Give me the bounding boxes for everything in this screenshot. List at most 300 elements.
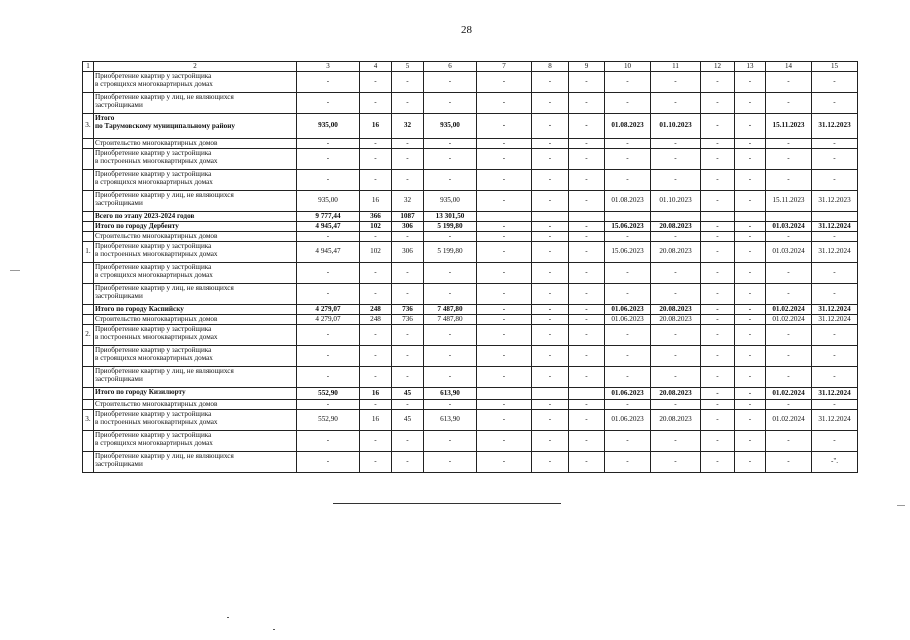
- value-cell-col-3: -: [297, 399, 360, 409]
- value-cell-col-14: -: [766, 262, 812, 283]
- value-cell-col-15: -".: [812, 451, 858, 472]
- row-name-line: Приобретение квартир у застройщика: [95, 169, 212, 178]
- table-row: [83, 138, 858, 148]
- row-number-cell: [83, 314, 94, 324]
- row-name-cell: [94, 221, 297, 231]
- value-cell-col-10: [605, 211, 651, 221]
- row-name-line: Приобретение квартир у застройщика: [95, 345, 212, 354]
- table-row: [83, 71, 858, 92]
- column-number-6: 6: [424, 62, 477, 72]
- row-name-cell: [94, 190, 297, 211]
- value-cell-col-13: -: [735, 231, 766, 241]
- value-cell-col-8: -: [532, 262, 569, 283]
- value-cell-col-14: -: [766, 399, 812, 409]
- scan-speck: [897, 505, 905, 506]
- value-cell-col-9: -: [569, 221, 605, 231]
- value-cell-col-9: -: [569, 366, 605, 387]
- value-cell-col-12: -: [701, 283, 735, 304]
- value-cell-col-15: -: [812, 138, 858, 148]
- row-name-cell: [94, 387, 297, 399]
- row-number-cell: [83, 221, 94, 231]
- row-name-cell: [94, 314, 297, 324]
- table-row: [83, 92, 858, 113]
- value-cell-col-14: -: [766, 283, 812, 304]
- row-name-line: застройщиками: [95, 375, 143, 384]
- value-cell-col-11: 01.10.2023: [651, 190, 701, 211]
- row-name-cell: [94, 399, 297, 409]
- row-name-cell: [94, 366, 297, 387]
- value-cell-col-11: 20.08.2023: [651, 387, 701, 399]
- value-cell-col-15: -: [812, 71, 858, 92]
- value-cell-col-8: -: [532, 148, 569, 169]
- value-cell-col-12: -: [701, 262, 735, 283]
- column-number-15: 15: [812, 62, 858, 72]
- value-cell-col-14: -: [766, 451, 812, 472]
- column-number-14: 14: [766, 62, 812, 72]
- value-cell-col-12: -: [701, 221, 735, 231]
- row-name-line: в строящихся многоквартирных домах: [95, 354, 213, 363]
- value-cell-col-10: 01.08.2023: [605, 190, 651, 211]
- value-cell-col-11: 20.08.2023: [651, 221, 701, 231]
- value-cell-col-7: -: [477, 113, 532, 138]
- value-cell-col-6: -: [424, 345, 477, 366]
- value-cell-col-15: -: [812, 430, 858, 451]
- value-cell-col-12: -: [701, 113, 735, 138]
- value-cell-col-3: -: [297, 324, 360, 345]
- table-row: [83, 241, 858, 262]
- row-name-cell: [94, 324, 297, 345]
- value-cell-col-10: -: [605, 451, 651, 472]
- value-cell-col-6: -: [424, 262, 477, 283]
- value-cell-col-14: 01.03.2024: [766, 241, 812, 262]
- value-cell-col-6: -: [424, 71, 477, 92]
- value-cell-col-8: -: [532, 451, 569, 472]
- value-cell-col-12: -: [701, 304, 735, 314]
- value-cell-col-8: -: [532, 430, 569, 451]
- value-cell-col-4: -: [360, 138, 392, 148]
- row-name-line: в построенных многоквартирных домах: [95, 418, 218, 427]
- value-cell-col-6: -: [424, 451, 477, 472]
- value-cell-col-12: -: [701, 387, 735, 399]
- value-cell-col-9: -: [569, 148, 605, 169]
- value-cell-col-10: -: [605, 262, 651, 283]
- value-cell-col-9: -: [569, 409, 605, 430]
- value-cell-col-12: -: [701, 314, 735, 324]
- value-cell-col-8: -: [532, 92, 569, 113]
- value-cell-col-15: -: [812, 262, 858, 283]
- value-cell-col-4: -: [360, 92, 392, 113]
- value-cell-col-13: [735, 211, 766, 221]
- value-cell-col-4: -: [360, 169, 392, 190]
- value-cell-col-8: -: [532, 71, 569, 92]
- value-cell-col-14: 15.11.2023: [766, 113, 812, 138]
- value-cell-col-4: 248: [360, 314, 392, 324]
- value-cell-col-10: 15.06.2023: [605, 221, 651, 231]
- value-cell-col-11: 20.08.2023: [651, 409, 701, 430]
- value-cell-col-8: -: [532, 221, 569, 231]
- value-cell-col-10: 01.06.2023: [605, 314, 651, 324]
- value-cell-col-14: 01.02.2024: [766, 304, 812, 314]
- value-cell-col-5: 45: [392, 387, 424, 399]
- column-number-5: 5: [392, 62, 424, 72]
- value-cell-col-15: -: [812, 345, 858, 366]
- value-cell-col-8: -: [532, 366, 569, 387]
- row-number-cell: [83, 345, 94, 366]
- value-cell-col-3: 935,00: [297, 190, 360, 211]
- value-cell-col-12: -: [701, 241, 735, 262]
- table-row: [83, 231, 858, 241]
- value-cell-col-4: 16: [360, 409, 392, 430]
- value-cell-col-14: 01.02.2024: [766, 314, 812, 324]
- row-name-cell: [94, 113, 297, 138]
- row-name-line: в строящихся многоквартирных домах: [95, 439, 213, 448]
- value-cell-col-14: -: [766, 324, 812, 345]
- row-name-line: Строительство многоквартирных домов: [95, 314, 218, 323]
- value-cell-col-10: -: [605, 366, 651, 387]
- value-cell-col-13: -: [735, 148, 766, 169]
- row-name-line: Приобретение квартир у лиц, не являющихся: [95, 366, 234, 375]
- value-cell-col-11: 20.08.2023: [651, 304, 701, 314]
- value-cell-col-13: -: [735, 366, 766, 387]
- value-cell-col-3: 935,00: [297, 113, 360, 138]
- value-cell-col-13: -: [735, 169, 766, 190]
- row-name-cell: [94, 138, 297, 148]
- table-row: [83, 190, 858, 211]
- value-cell-col-10: 01.06.2023: [605, 409, 651, 430]
- value-cell-col-11: -: [651, 138, 701, 148]
- value-cell-col-13: -: [735, 221, 766, 231]
- row-name-line: Приобретение квартир у лиц, не являющихся: [95, 92, 234, 101]
- value-cell-col-6: -: [424, 231, 477, 241]
- value-cell-col-3: -: [297, 231, 360, 241]
- row-name-line: Строительство многоквартирных домов: [95, 138, 218, 147]
- row-name-line: Итого по городу Каспийску: [95, 304, 184, 313]
- value-cell-col-6: -: [424, 366, 477, 387]
- value-cell-col-9: -: [569, 138, 605, 148]
- row-number-cell: [83, 211, 94, 221]
- table-row: [83, 430, 858, 451]
- table-row: [83, 345, 858, 366]
- row-number-cell: [83, 304, 94, 314]
- value-cell-col-5: -: [392, 283, 424, 304]
- row-number-cell: [83, 366, 94, 387]
- value-cell-col-3: 4 279,07: [297, 314, 360, 324]
- row-name-cell: [94, 283, 297, 304]
- value-cell-col-8: -: [532, 190, 569, 211]
- value-cell-col-7: -: [477, 324, 532, 345]
- value-cell-col-5: -: [392, 399, 424, 409]
- value-cell-col-6: 7 487,80: [424, 304, 477, 314]
- value-cell-col-3: 4 945,47: [297, 241, 360, 262]
- value-cell-col-5: -: [392, 169, 424, 190]
- value-cell-col-8: -: [532, 314, 569, 324]
- value-cell-col-10: -: [605, 430, 651, 451]
- scan-speck: [273, 629, 275, 630]
- column-number-8: 8: [532, 62, 569, 72]
- row-name-line: Всего по этапу 2023-2024 годов: [95, 211, 195, 220]
- row-number-cell: [83, 138, 94, 148]
- row-name-line: в строящихся многоквартирных домах: [95, 271, 213, 280]
- row-number-cell: 2.: [83, 324, 94, 345]
- value-cell-col-15: -: [812, 399, 858, 409]
- value-cell-col-13: -: [735, 190, 766, 211]
- value-cell-col-14: 01.02.2024: [766, 409, 812, 430]
- value-cell-col-12: -: [701, 190, 735, 211]
- column-number-4: 4: [360, 62, 392, 72]
- value-cell-col-13: -: [735, 399, 766, 409]
- value-cell-col-4: -: [360, 324, 392, 345]
- value-cell-col-8: -: [532, 324, 569, 345]
- value-cell-col-9: [569, 211, 605, 221]
- value-cell-col-5: -: [392, 138, 424, 148]
- value-cell-col-11: 20.08.2023: [651, 314, 701, 324]
- row-name-line: Приобретение квартир у застройщика: [95, 262, 212, 271]
- value-cell-col-4: 102: [360, 221, 392, 231]
- value-cell-col-7: -: [477, 71, 532, 92]
- value-cell-col-5: 736: [392, 314, 424, 324]
- row-name-line: Итого: [95, 113, 115, 122]
- column-number-2: 2: [94, 62, 297, 72]
- value-cell-col-11: -: [651, 430, 701, 451]
- value-cell-col-10: -: [605, 169, 651, 190]
- row-name-line: застройщиками: [95, 292, 143, 301]
- value-cell-col-12: -: [701, 399, 735, 409]
- value-cell-col-10: -: [605, 324, 651, 345]
- row-number-cell: [83, 190, 94, 211]
- value-cell-col-15: 31.12.2024: [812, 387, 858, 399]
- value-cell-col-9: [569, 387, 605, 399]
- value-cell-col-11: 01.10.2023: [651, 113, 701, 138]
- row-name-cell: [94, 345, 297, 366]
- value-cell-col-14: -: [766, 231, 812, 241]
- value-cell-col-8: -: [532, 169, 569, 190]
- value-cell-col-12: -: [701, 324, 735, 345]
- value-cell-col-15: 31.12.2024: [812, 409, 858, 430]
- value-cell-col-12: -: [701, 92, 735, 113]
- value-cell-col-3: -: [297, 451, 360, 472]
- value-cell-col-12: -: [701, 231, 735, 241]
- value-cell-col-6: 613,90: [424, 387, 477, 399]
- value-cell-col-10: 01.08.2023: [605, 113, 651, 138]
- end-rule: [333, 503, 561, 504]
- table-row: [83, 262, 858, 283]
- value-cell-col-13: -: [735, 92, 766, 113]
- row-name-line: застройщиками: [95, 460, 143, 469]
- value-cell-col-10: -: [605, 283, 651, 304]
- row-number-cell: [83, 430, 94, 451]
- row-number-cell: [83, 148, 94, 169]
- value-cell-col-11: -: [651, 148, 701, 169]
- row-number-cell: 3.: [83, 409, 94, 430]
- value-cell-col-3: -: [297, 366, 360, 387]
- value-cell-col-12: -: [701, 409, 735, 430]
- value-cell-col-10: -: [605, 138, 651, 148]
- value-cell-col-9: -: [569, 430, 605, 451]
- row-name-line: Приобретение квартир у лиц, не являющихся: [95, 451, 234, 460]
- value-cell-col-7: -: [477, 304, 532, 314]
- row-name-cell: [94, 231, 297, 241]
- value-cell-col-5: -: [392, 92, 424, 113]
- column-number-1: 1: [83, 62, 94, 72]
- row-name-line: Приобретение квартир у застройщика: [95, 409, 212, 418]
- value-cell-col-7: [477, 387, 532, 399]
- row-name-line: в строящихся многоквартирных домах: [95, 178, 213, 187]
- value-cell-col-11: -: [651, 283, 701, 304]
- value-cell-col-3: 9 777,44: [297, 211, 360, 221]
- row-name-line: по Тарумовскому муниципальному району: [95, 122, 235, 131]
- value-cell-col-10: 15.06.2023: [605, 241, 651, 262]
- value-cell-col-6: 613,90: [424, 409, 477, 430]
- value-cell-col-14: 15.11.2023: [766, 190, 812, 211]
- value-cell-col-7: -: [477, 283, 532, 304]
- value-cell-col-7: -: [477, 241, 532, 262]
- value-cell-col-3: -: [297, 148, 360, 169]
- value-cell-col-15: -: [812, 92, 858, 113]
- value-cell-col-12: -: [701, 345, 735, 366]
- value-cell-col-3: 4 945,47: [297, 221, 360, 231]
- value-cell-col-11: -: [651, 451, 701, 472]
- value-cell-col-4: -: [360, 262, 392, 283]
- value-cell-col-4: -: [360, 283, 392, 304]
- value-cell-col-7: -: [477, 92, 532, 113]
- value-cell-col-12: -: [701, 451, 735, 472]
- value-cell-col-14: -: [766, 148, 812, 169]
- value-cell-col-9: -: [569, 324, 605, 345]
- value-cell-col-15: [812, 211, 858, 221]
- row-number-cell: [83, 399, 94, 409]
- row-number-cell: [83, 169, 94, 190]
- value-cell-col-6: -: [424, 92, 477, 113]
- value-cell-col-5: 1087: [392, 211, 424, 221]
- row-name-cell: [94, 409, 297, 430]
- row-name-line: Приобретение квартир у застройщика: [95, 324, 212, 333]
- value-cell-col-9: -: [569, 231, 605, 241]
- value-cell-col-10: -: [605, 92, 651, 113]
- value-cell-col-10: -: [605, 399, 651, 409]
- value-cell-col-11: -: [651, 345, 701, 366]
- value-cell-col-5: -: [392, 71, 424, 92]
- table-row: [83, 409, 858, 430]
- value-cell-col-9: -: [569, 241, 605, 262]
- value-cell-col-13: -: [735, 262, 766, 283]
- value-cell-col-7: -: [477, 262, 532, 283]
- value-cell-col-12: -: [701, 138, 735, 148]
- value-cell-col-3: -: [297, 169, 360, 190]
- table-row: [83, 211, 858, 221]
- page-number: 28: [461, 24, 472, 36]
- value-cell-col-6: -: [424, 399, 477, 409]
- value-cell-col-3: -: [297, 92, 360, 113]
- value-cell-col-12: [701, 211, 735, 221]
- row-name-line: Приобретение квартир у застройщика: [95, 71, 212, 80]
- row-name-line: Приобретение квартир у лиц, не являющихся: [95, 283, 234, 292]
- row-number-cell: 1.: [83, 241, 94, 262]
- value-cell-col-8: -: [532, 399, 569, 409]
- value-cell-col-3: -: [297, 262, 360, 283]
- value-cell-col-13: -: [735, 138, 766, 148]
- table-row: [83, 451, 858, 472]
- table-row: [83, 314, 858, 324]
- row-name-line: в построенных многоквартирных домах: [95, 157, 218, 166]
- value-cell-col-13: -: [735, 345, 766, 366]
- value-cell-col-4: 102: [360, 241, 392, 262]
- value-cell-col-10: 01.06.2023: [605, 387, 651, 399]
- value-cell-col-4: 16: [360, 387, 392, 399]
- row-name-line: Приобретение квартир у лиц, не являющихся: [95, 190, 234, 199]
- row-name-cell: [94, 92, 297, 113]
- row-name-line: застройщиками: [95, 199, 143, 208]
- value-cell-col-4: 366: [360, 211, 392, 221]
- value-cell-col-9: -: [569, 190, 605, 211]
- value-cell-col-13: -: [735, 241, 766, 262]
- value-cell-col-5: -: [392, 451, 424, 472]
- value-cell-col-14: -: [766, 92, 812, 113]
- value-cell-col-13: -: [735, 324, 766, 345]
- value-cell-col-12: -: [701, 71, 735, 92]
- value-cell-col-8: [532, 211, 569, 221]
- value-cell-col-11: 20.08.2023: [651, 241, 701, 262]
- column-number-3: 3: [297, 62, 360, 72]
- value-cell-col-11: [651, 211, 701, 221]
- value-cell-col-9: -: [569, 304, 605, 314]
- value-cell-col-7: -: [477, 399, 532, 409]
- row-name-line: Приобретение квартир у застройщика: [95, 148, 212, 157]
- value-cell-col-15: -: [812, 324, 858, 345]
- value-cell-col-7: -: [477, 231, 532, 241]
- value-cell-col-7: -: [477, 138, 532, 148]
- value-cell-col-9: -: [569, 113, 605, 138]
- value-cell-col-9: -: [569, 283, 605, 304]
- value-cell-col-14: 01.03.2024: [766, 221, 812, 231]
- value-cell-col-14: [766, 211, 812, 221]
- value-cell-col-13: -: [735, 71, 766, 92]
- value-cell-col-6: 5 199,80: [424, 241, 477, 262]
- row-name-cell: [94, 71, 297, 92]
- value-cell-col-4: -: [360, 148, 392, 169]
- value-cell-col-5: -: [392, 345, 424, 366]
- value-cell-col-11: -: [651, 71, 701, 92]
- value-cell-col-6: 935,00: [424, 190, 477, 211]
- value-cell-col-7: -: [477, 169, 532, 190]
- row-name-line: Строительство многоквартирных домов: [95, 399, 218, 408]
- value-cell-col-14: -: [766, 169, 812, 190]
- value-cell-col-10: -: [605, 71, 651, 92]
- row-name-cell: [94, 262, 297, 283]
- value-cell-col-3: 4 279,07: [297, 304, 360, 314]
- row-number-cell: [83, 387, 94, 399]
- value-cell-col-3: 552,90: [297, 409, 360, 430]
- value-cell-col-12: -: [701, 148, 735, 169]
- value-cell-col-15: 31.12.2023: [812, 113, 858, 138]
- value-cell-col-4: -: [360, 430, 392, 451]
- value-cell-col-8: -: [532, 113, 569, 138]
- value-cell-col-6: -: [424, 138, 477, 148]
- value-cell-col-5: -: [392, 262, 424, 283]
- value-cell-col-8: -: [532, 409, 569, 430]
- value-cell-col-5: 32: [392, 190, 424, 211]
- value-cell-col-13: -: [735, 430, 766, 451]
- value-cell-col-12: -: [701, 366, 735, 387]
- value-cell-col-8: -: [532, 241, 569, 262]
- header-row: [83, 62, 858, 72]
- value-cell-col-12: -: [701, 169, 735, 190]
- row-name-cell: [94, 211, 297, 221]
- table-row: [83, 304, 858, 314]
- value-cell-col-7: -: [477, 451, 532, 472]
- value-cell-col-5: 306: [392, 241, 424, 262]
- value-cell-col-14: -: [766, 71, 812, 92]
- table-row: [83, 169, 858, 190]
